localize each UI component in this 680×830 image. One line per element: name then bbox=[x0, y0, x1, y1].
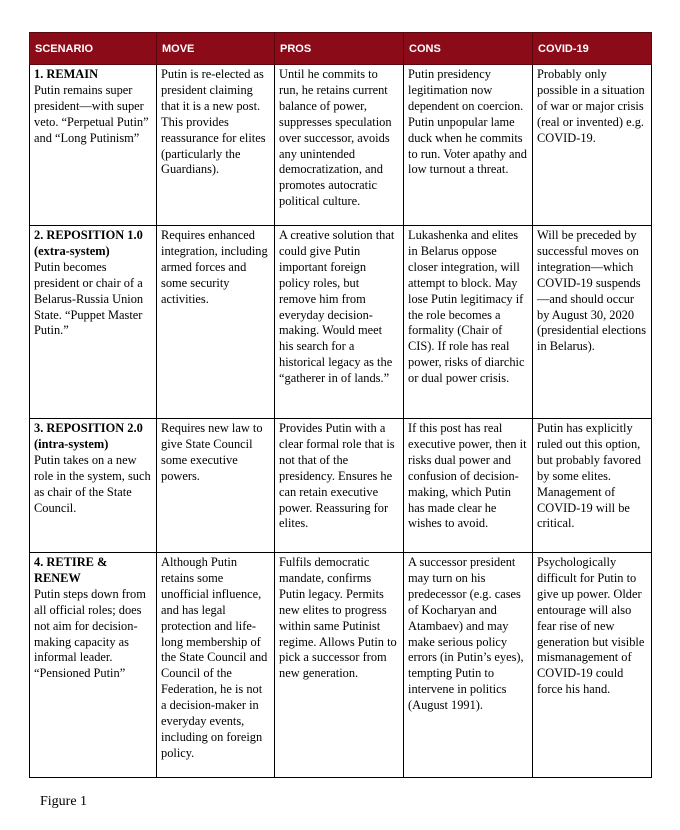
header-covid: COVID-19 bbox=[533, 33, 652, 65]
pros-cell: Fulfils democratic mandate, confirms Putin legacy. Permits new elites to progress within same Putinist regime. Allows Putin to pick a successor from new generation. bbox=[275, 553, 404, 778]
pros-cell: Until he commits to run, he retains current balance of power, suppresses speculation over successor, avoids any unintended democratization, and promotes autocratic political culture. bbox=[275, 65, 404, 226]
pros-cell: A creative solution that could give Putin important foreign policy roles, but remove him from everyday decision-making. Would meet his search for a historical legacy as the “gatherer in of lands.” bbox=[275, 226, 404, 419]
scenario-table-container bbox=[29, 32, 651, 778]
scenario-description: Putin remains super president—with super veto. “Perpetual Putin” and “Long Putinism” bbox=[34, 82, 149, 145]
scenario-cell bbox=[30, 419, 157, 553]
scenario-title: 3. REPOSITION 2.0 (intra-system) bbox=[34, 421, 143, 451]
move-cell: Although Putin retains some unofficial influence, and has legal protection and life-long membership of the State Council and Council of the Federation, he is not a decision-maker in everyday events, including on foreign policy. bbox=[157, 553, 275, 778]
scenario-title: 2. REPOSITION 1.0 (extra-system) bbox=[34, 228, 143, 258]
scenario-description: Putin steps down from all official roles; does not aim for decision-making capacity as informal leader. “Pensioned Putin” bbox=[34, 586, 146, 681]
table-header-row bbox=[30, 33, 652, 65]
cons-cell: If this post has real executive power, then it risks dual power and confusion of decision-making, which Putin has made clear he wishes to avoid. bbox=[404, 419, 533, 553]
table-row bbox=[30, 226, 652, 419]
header-pros: PROS bbox=[275, 33, 404, 65]
cons-cell: A successor president may turn on his predecessor (e.g. cases of Kocharyan and Atambaev) and may make serious policy errors (in Putin’s eyes), tempting Putin to intervene in politics (August 1991). bbox=[404, 553, 533, 778]
header-move: MOVE bbox=[157, 33, 275, 65]
scenario-cell bbox=[30, 65, 157, 226]
scenario-table bbox=[29, 32, 652, 778]
scenario-title: 1. REMAIN bbox=[34, 67, 99, 81]
scenario-description: Putin becomes president or chair of a Belarus-Russia Union State. “Puppet Master Putin.” bbox=[34, 259, 144, 338]
table-row bbox=[30, 65, 652, 226]
pros-cell: Provides Putin with a clear formal role that is not that of the presidency. Ensures he can retain executive power. Reassuring for elites. bbox=[275, 419, 404, 553]
scenario-cell bbox=[30, 553, 157, 778]
header-scenario: SCENARIO bbox=[30, 33, 157, 65]
figure-caption: Figure 1 bbox=[40, 794, 88, 809]
covid-cell: Probably only possible in a situation of war or major crisis (real or invented) e.g. COVID-19. bbox=[533, 65, 652, 226]
table-row bbox=[30, 419, 652, 553]
covid-cell: Putin has explicitly ruled out this option, but probably favored by some elites. Management of COVID-19 will be critical. bbox=[533, 419, 652, 553]
header-cons: CONS bbox=[404, 33, 533, 65]
move-cell: Requires enhanced integration, including armed forces and some security activities. bbox=[157, 226, 275, 419]
scenario-title: 4. RETIRE & RENEW bbox=[34, 555, 108, 585]
move-cell: Putin is re-elected as president claiming that it is a new post. This provides reassurance for elites (particularly the Guardians). bbox=[157, 65, 275, 226]
table-row bbox=[30, 553, 652, 778]
scenario-cell bbox=[30, 226, 157, 419]
cons-cell: Lukashenka and elites in Belarus oppose closer integration, will attempt to block. May lose Putin legitimacy if the role becomes a formality (Chair of CIS). If role has real power, risks of diarchic or dual power crisis. bbox=[404, 226, 533, 419]
covid-cell: Will be preceded by successful moves on integration—which COVID-19 suspends—and should occur by August 30, 2020 (presidential elections in Belarus). bbox=[533, 226, 652, 419]
covid-cell: Psychologically difficult for Putin to give up power. Older entourage will also fear rise of new generation but visible mismanagement of COVID-19 could force his hand. bbox=[533, 553, 652, 778]
cons-cell: Putin presidency legitimation now dependent on coercion. Putin unpopular lame duck when he commits to run. Voter apathy and low turnout a threat. bbox=[404, 65, 533, 226]
move-cell: Requires new law to give State Council some executive powers. bbox=[157, 419, 275, 553]
scenario-description: Putin takes on a new role in the system, such as chair of the State Council. bbox=[34, 452, 151, 515]
